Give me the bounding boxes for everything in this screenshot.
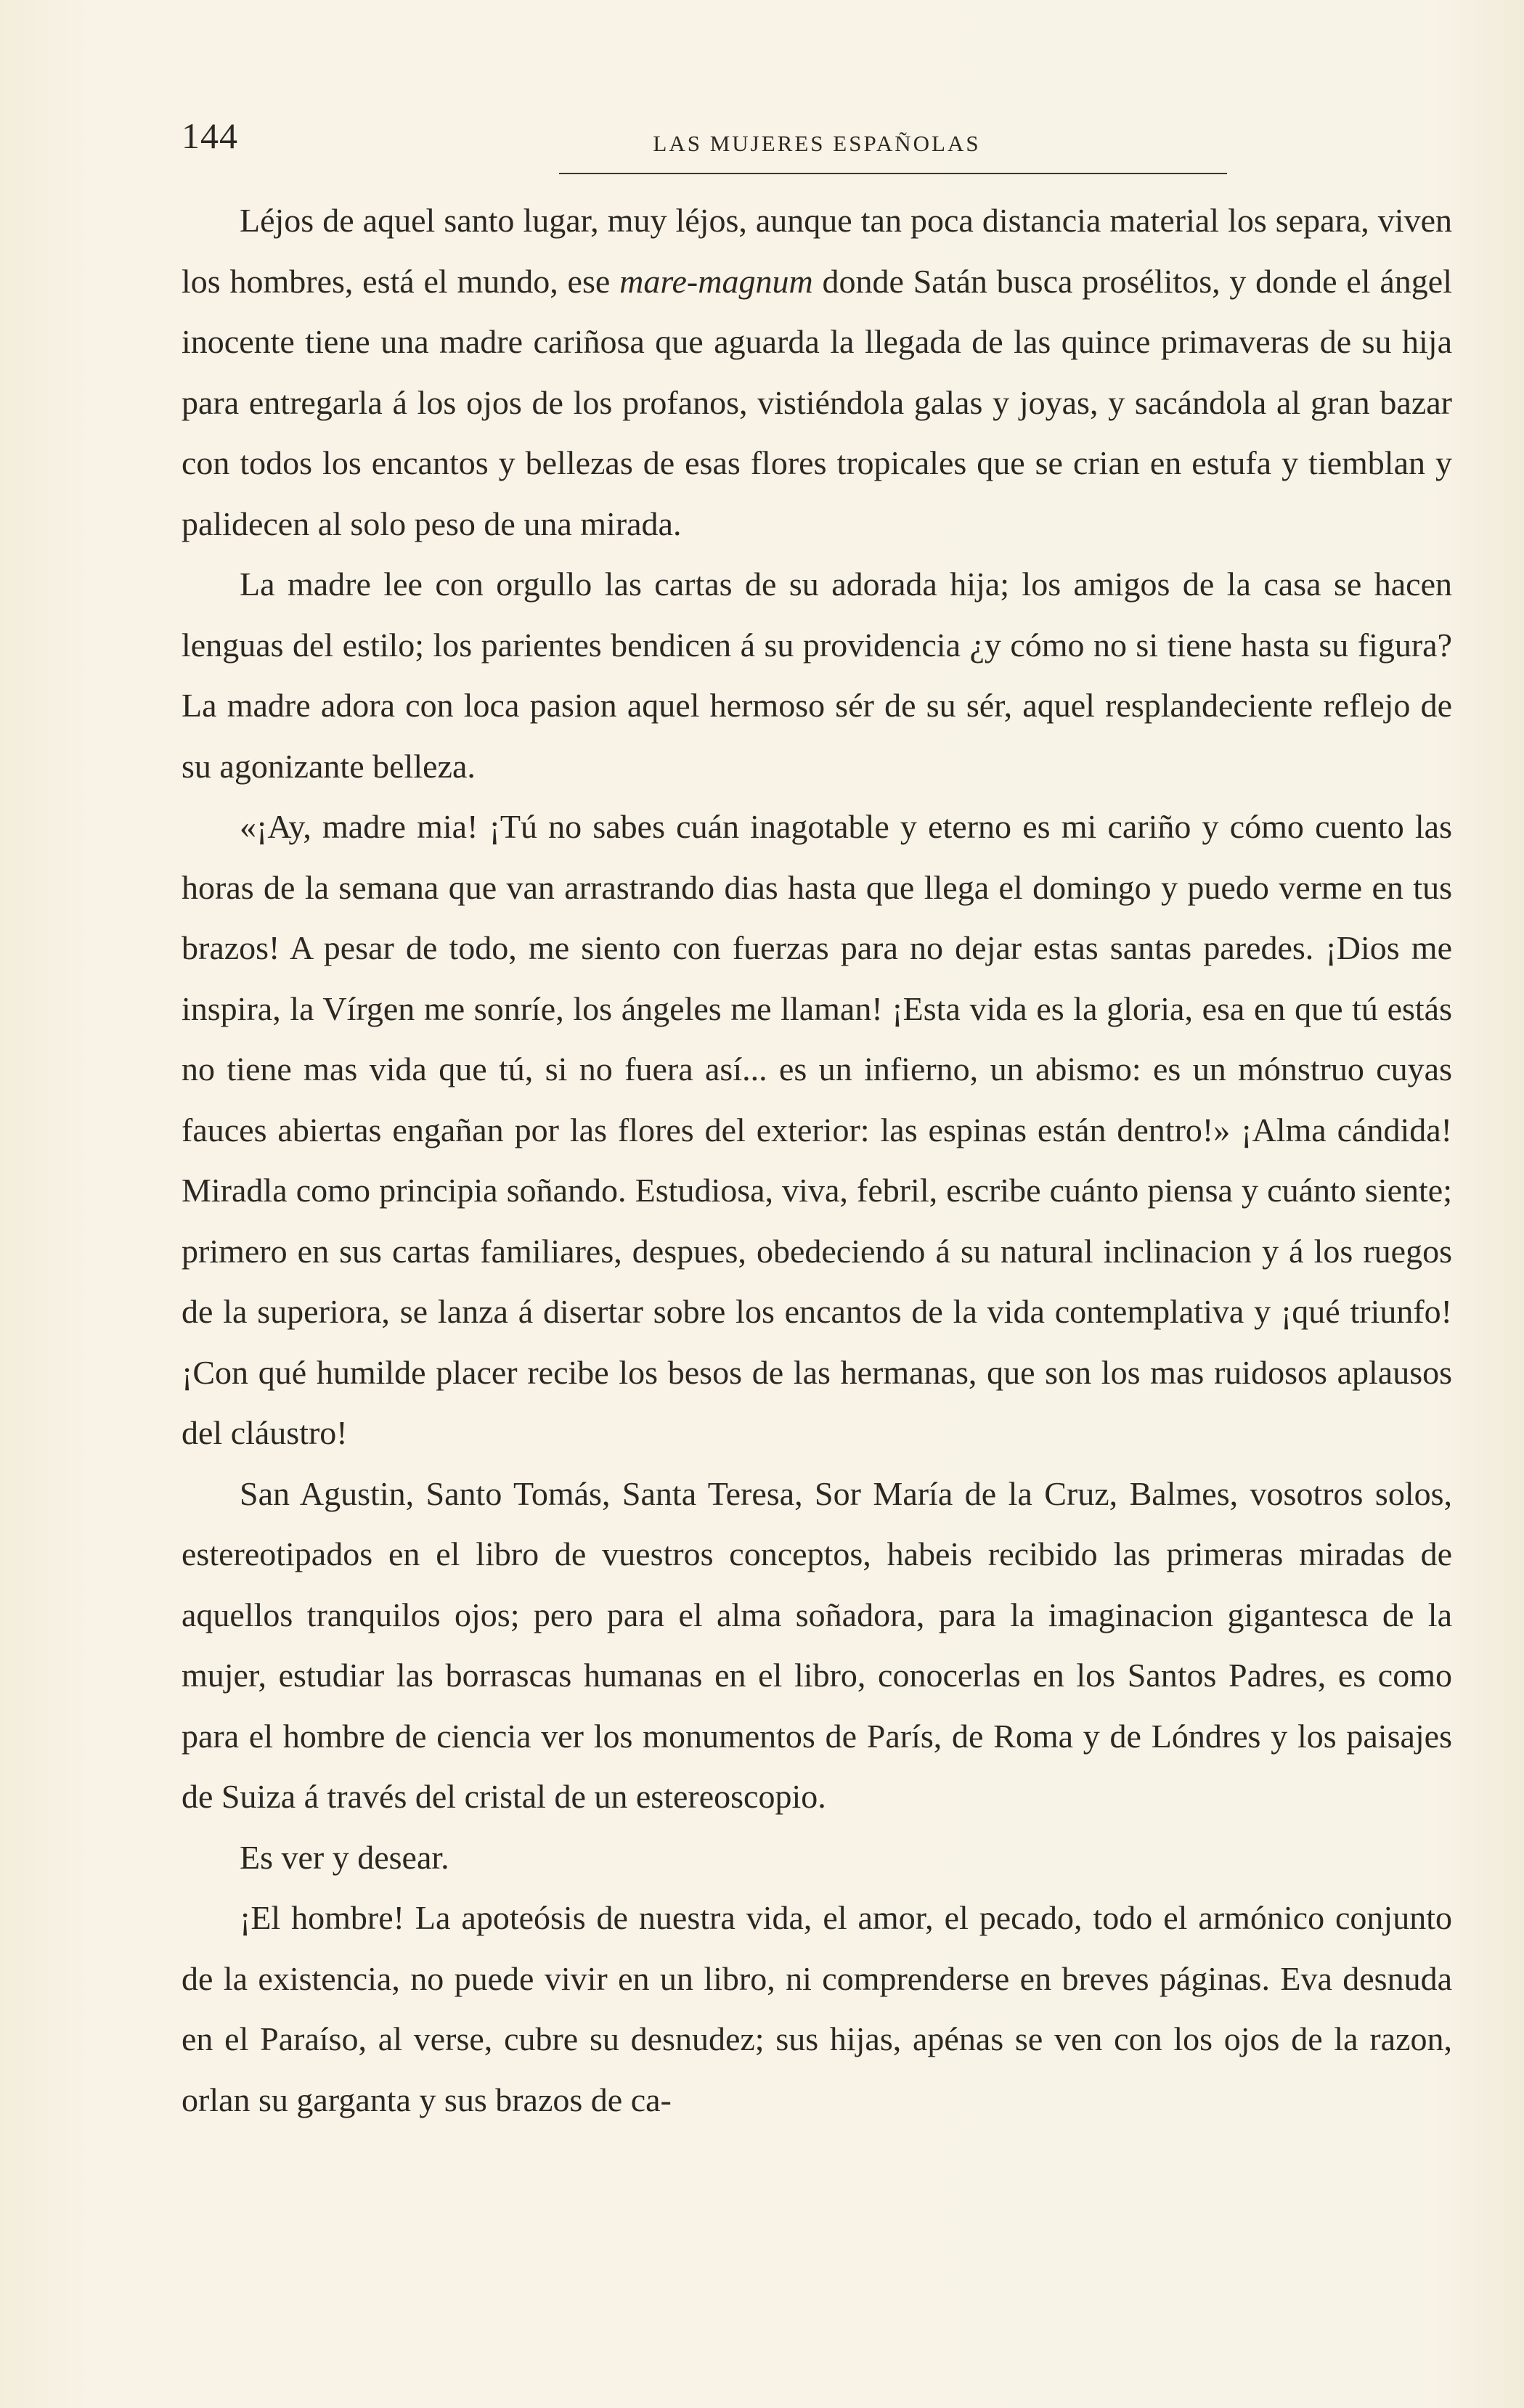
paragraph-3: «¡Ay, madre mia! ¡Tú no sabes cuán inagotable y eterno es mi cariño y cómo cuento las horas de la semana que van arrastrando dias hasta que llega el domingo y puedo verme en tus brazos! A pesar de todo, me siento con fuerzas para no dejar estas santas paredes. ¡Dios me inspira, la Vírgen me sonríe, los ángeles me llaman! ¡Esta vida es la gloria, esa en que tú estás no tiene mas vida que tú, si no fuera así... es un infierno, un abismo: es un mónstruo cuyas fauces abiertas engañan por las flores del exterior: las espinas están dentro!» ¡Alma cándida! Miradla como principia soñando. Estudiosa, viva, febril, escribe cuánto piensa y cuánto siente; primero en sus cartas familiares, despues, obedeciendo á su natural inclinacion y á los ruegos de la superiora, se lanza á disertar sobre los encantos de la vida contemplativa y ¡qué triunfo! ¡Con qué humilde placer recibe los besos de las hermanas, que son los mas ruidosos aplausos del cláustro! — [182, 808, 1452, 1451]
body-text — [182, 190, 1452, 2130]
paragraph-1 — [182, 190, 1452, 554]
header-rule — [559, 173, 1227, 174]
italic-term: mare-magnum — [619, 262, 813, 300]
paragraph-1-part-1: Léjos de aquel santo lugar, muy léjos, aunque tan poca distancia material los separa, viven los hombres, está el mundo, ese — [182, 202, 1452, 300]
paragraph-6: ¡El hombre! La apoteósis de nuestra vida, el amor, el pecado, todo el armónico conjunto de la existencia, no puede vivir en un libro, ni comprenderse en breves páginas. Eva desnuda en el Paraíso, al verse, cubre su desnudez; sus hijas, apénas se ven con los ojos de la razon, orlan su garganta y sus brazos de ca- — [182, 1899, 1452, 2118]
paragraph-1-part-2: donde Satán busca prosélitos, y donde el ángel inocente tiene una madre cariñosa que aguarda la llegada de las quince primaveras de su hija para entregarla á los ojos de los profanos, vistiéndola galas y joyas, y sacándola al gran bazar con todos los encantos y bellezas de esas flores tropicales que se crian en estufa y tiemblan y palidecen al solo peso de una mirada. — [182, 262, 1452, 542]
paragraph-2: La madre lee con orgullo las cartas de su adorada hija; los amigos de la casa se hacen lenguas del estilo; los parientes bendicen á su providencia ¿y cómo no si tiene hasta su figura? La madre adora con loca pasion aquel hermoso sér de su sér, aquel resplandeciente reflejo de su agonizante belleza. — [182, 566, 1452, 785]
running-title: LAS MUJERES ESPAÑOLAS — [653, 131, 981, 156]
paragraph-4: San Agustin, Santo Tomás, Santa Teresa, Sor María de la Cruz, Balmes, vosotros solos, estereotipados en el libro de vuestros conceptos, habeis recibido las primeras miradas de aquellos tranquilos ojos; pero para el alma soñadora, para la imaginacion gigantesca de la mujer, estudiar las borrascas humanas en el libro, conocerlas en los Santos Padres, es como para el hombre de ciencia ver los monumentos de París, de Roma y de Lóndres y los paisajes de Suiza á través del cristal de un estereoscopio. — [182, 1474, 1452, 1815]
page-header — [182, 109, 1452, 174]
paragraph-5: Es ver y desear. — [240, 1838, 449, 1876]
page-number: 144 — [182, 115, 238, 156]
